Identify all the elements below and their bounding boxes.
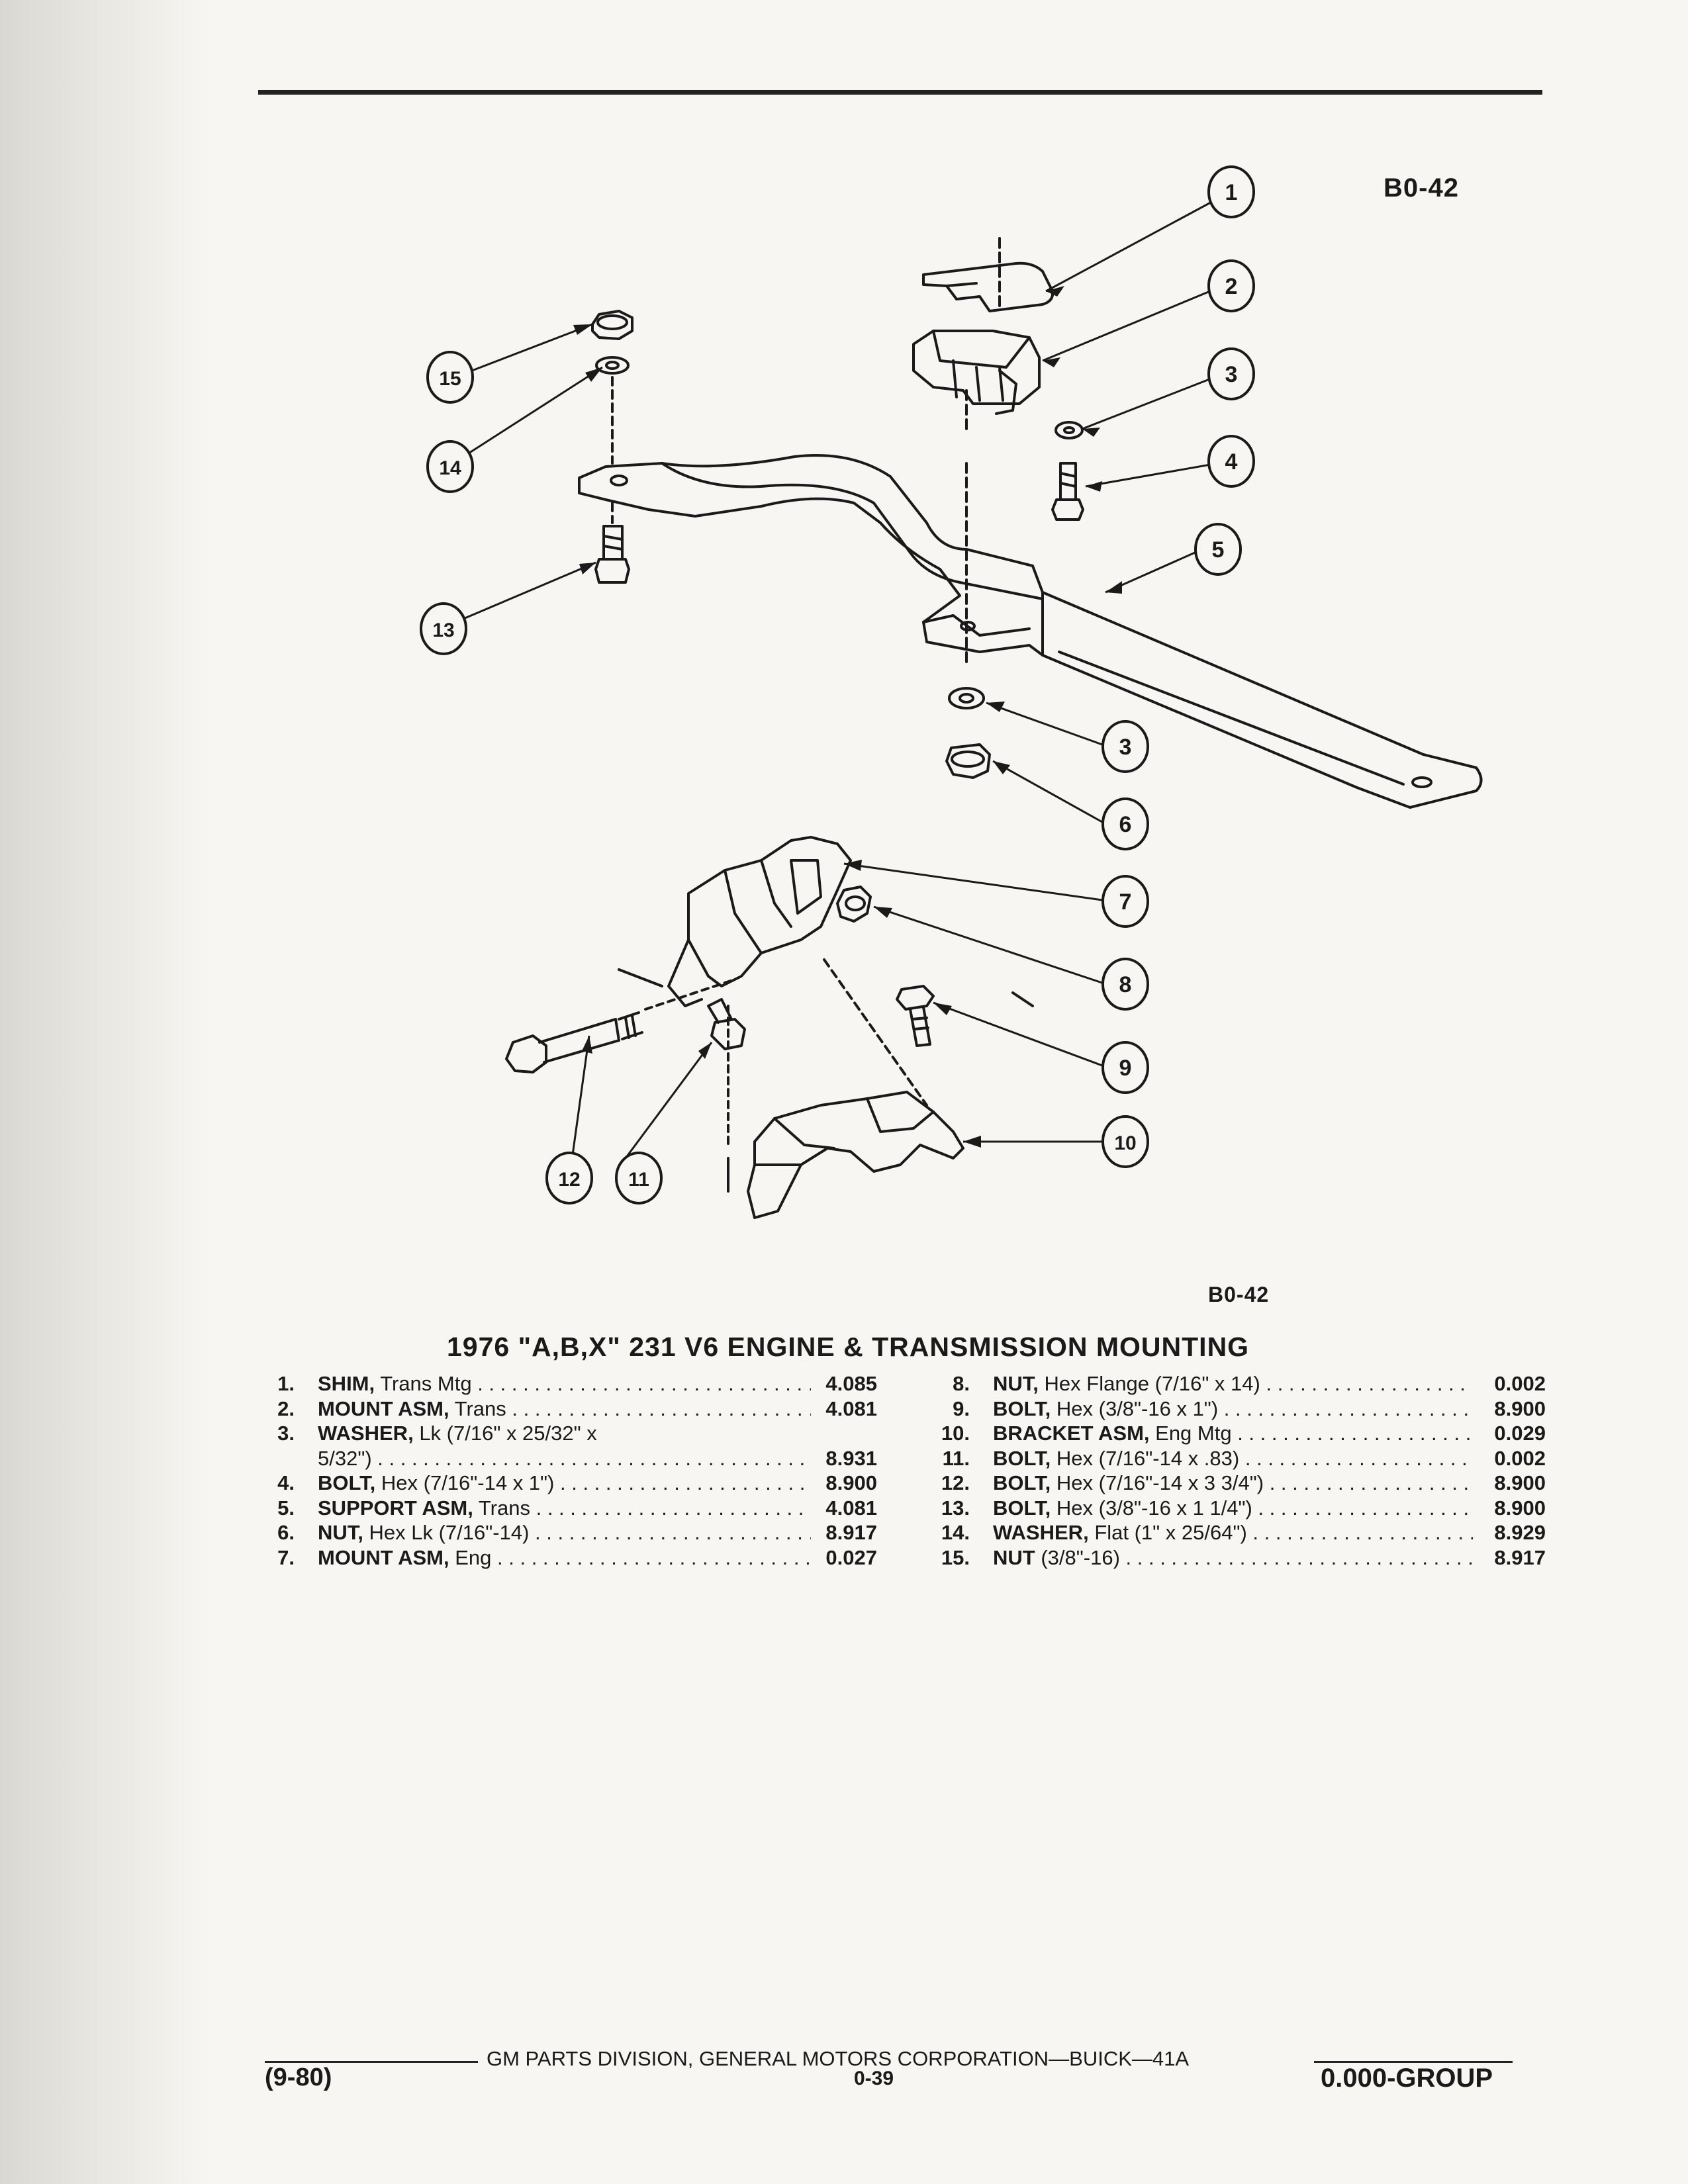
part-number: 8. — [953, 1372, 970, 1395]
callout-label: 3 — [1225, 362, 1238, 387]
part-name: MOUNT ASM, — [318, 1396, 449, 1420]
part-description: Hex (7/16"-14 x .83) — [1056, 1446, 1240, 1470]
group-code: 0.027 — [825, 1545, 877, 1569]
part-number: 1. — [277, 1372, 295, 1395]
part-name: NUT, — [318, 1521, 363, 1544]
callout-label: 8 — [1119, 972, 1132, 997]
footer-rule-right — [1314, 2061, 1513, 2063]
part-number: 15. — [941, 1545, 970, 1569]
group-code: 0.029 — [1494, 1422, 1546, 1445]
part-number: 6. — [277, 1521, 295, 1544]
group-code: 0.002 — [1494, 1446, 1546, 1470]
callout-label: 12 — [558, 1169, 581, 1191]
part-description: 5/32") — [318, 1446, 372, 1470]
callout-label: 10 — [1114, 1132, 1137, 1154]
part-name: BOLT, — [318, 1471, 376, 1494]
part-description: Eng Mtg — [1155, 1422, 1232, 1445]
part-description: Hex Lk (7/16"-14) — [369, 1521, 530, 1544]
part-description: Lk (7/16" x 25/32" x — [419, 1422, 597, 1445]
parts-list-right — [937, 1371, 1546, 1570]
callout-label: 13 — [432, 619, 455, 641]
part-name: WASHER, — [993, 1521, 1089, 1544]
group-code: 0.002 — [1494, 1372, 1546, 1395]
group-code: 8.900 — [825, 1471, 877, 1494]
bracket-10-part — [755, 1092, 963, 1171]
part-description: Hex (7/16"-14 x 3 3/4") — [1056, 1471, 1264, 1494]
part-number: 12. — [941, 1471, 970, 1494]
footer-date: (9-80) — [265, 2064, 332, 2091]
part-description: Hex (3/8"-16 x 1 1/4") — [1056, 1496, 1252, 1520]
group-code: 8.929 — [1494, 1521, 1546, 1544]
part-name: NUT — [993, 1545, 1035, 1569]
callout-label: 3 — [1119, 735, 1132, 760]
parts-row — [261, 1371, 877, 1396]
group-code: 8.917 — [825, 1521, 877, 1544]
part-number: 2. — [277, 1396, 295, 1420]
footer-group: 0.000-GROUP — [1321, 2064, 1493, 2093]
part-name: SHIM, — [318, 1372, 375, 1395]
group-code: 8.900 — [1494, 1471, 1546, 1494]
part-description: Flat (1" x 25/64") — [1094, 1521, 1247, 1544]
figure-code-bottom: B0-42 — [1208, 1283, 1270, 1306]
parts-list-left — [261, 1371, 877, 1570]
parts-row — [261, 1545, 877, 1570]
parts-row — [261, 1446, 877, 1471]
shim-part — [923, 263, 1053, 311]
callout-label: 11 — [628, 1169, 649, 1191]
part-description: Hex (3/8"-16 x 1") — [1056, 1396, 1219, 1420]
support-assembly-part — [579, 455, 1481, 807]
part-description: Trans — [454, 1396, 506, 1420]
callout-label: 6 — [1119, 812, 1132, 837]
part-name: BOLT, — [993, 1496, 1051, 1520]
callout-label: 2 — [1225, 274, 1238, 299]
group-code: 8.900 — [1494, 1396, 1546, 1420]
part-number: 14. — [941, 1521, 970, 1544]
bolt-4-part — [1053, 500, 1083, 520]
callout-label: 4 — [1225, 449, 1238, 475]
parts-row — [261, 1421, 877, 1446]
part-description: Hex (7/16"-14 x 1") — [381, 1471, 555, 1494]
part-description: Trans Mtg — [380, 1372, 472, 1395]
parts-row — [937, 1371, 1546, 1396]
callout-label: 7 — [1119, 889, 1132, 915]
part-number: 5. — [277, 1496, 295, 1520]
part-description: Eng — [455, 1545, 492, 1569]
part-name: BOLT, — [993, 1446, 1051, 1470]
group-code: 4.085 — [825, 1372, 877, 1395]
callout-label: 14 — [439, 457, 461, 479]
callout-label: 5 — [1211, 537, 1225, 563]
group-code: 8.931 — [825, 1446, 877, 1470]
parts-row — [937, 1446, 1546, 1471]
part-name: BRACKET ASM, — [993, 1422, 1150, 1445]
part-description: (3/8"-16) — [1041, 1545, 1120, 1569]
callout-label: 15 — [439, 368, 461, 390]
callout-label: 1 — [1225, 180, 1238, 205]
part-number: 9. — [953, 1396, 970, 1420]
part-number: 3. — [277, 1422, 295, 1445]
group-code: 4.081 — [825, 1396, 877, 1420]
washer-3-upper-part — [1056, 422, 1082, 438]
washer-3-lower-part — [949, 688, 984, 708]
parts-row — [937, 1520, 1546, 1545]
parts-row — [937, 1396, 1546, 1422]
footer-rule-left — [265, 2061, 478, 2063]
part-number: 10. — [941, 1422, 970, 1445]
parts-row — [937, 1496, 1546, 1521]
parts-row — [937, 1421, 1546, 1446]
part-name: SUPPORT ASM, — [318, 1496, 473, 1520]
parts-row — [261, 1496, 877, 1521]
footer-page-number: 0-39 — [854, 2068, 894, 2089]
part-number: 4. — [277, 1471, 295, 1494]
parts-row — [937, 1545, 1546, 1570]
part-name: WASHER, — [318, 1422, 414, 1445]
bolt-9-part — [897, 986, 933, 1009]
page-title: 1976 "A,B,X" 231 V6 ENGINE & TRANSMISSION MOUNTING — [447, 1332, 1250, 1362]
group-code: 8.917 — [1494, 1545, 1546, 1569]
part-description: Hex Flange (7/16" x 14) — [1044, 1372, 1260, 1395]
parts-row — [261, 1396, 877, 1422]
part-number: 13. — [941, 1496, 970, 1520]
footer-publisher: GM PARTS DIVISION, GENERAL MOTORS CORPORATION—BUICK—41A — [487, 2047, 1190, 2070]
parts-row — [937, 1471, 1546, 1496]
part-name: NUT, — [993, 1372, 1039, 1395]
group-code: 4.081 — [825, 1496, 877, 1520]
group-code: 8.900 — [1494, 1496, 1546, 1520]
part-description: Trans — [478, 1496, 530, 1520]
part-name: BOLT, — [993, 1396, 1051, 1420]
figure-code-top: B0-42 — [1383, 173, 1459, 203]
part-name: BOLT, — [993, 1471, 1051, 1494]
part-number: 11. — [942, 1446, 970, 1470]
part-number: 7. — [277, 1545, 295, 1569]
part-name: MOUNT ASM, — [318, 1545, 449, 1569]
parts-row — [261, 1471, 877, 1496]
parts-row — [261, 1520, 877, 1545]
washer-14-part — [596, 357, 628, 373]
bolt-13-part — [596, 559, 629, 582]
callout-label: 9 — [1119, 1056, 1132, 1081]
